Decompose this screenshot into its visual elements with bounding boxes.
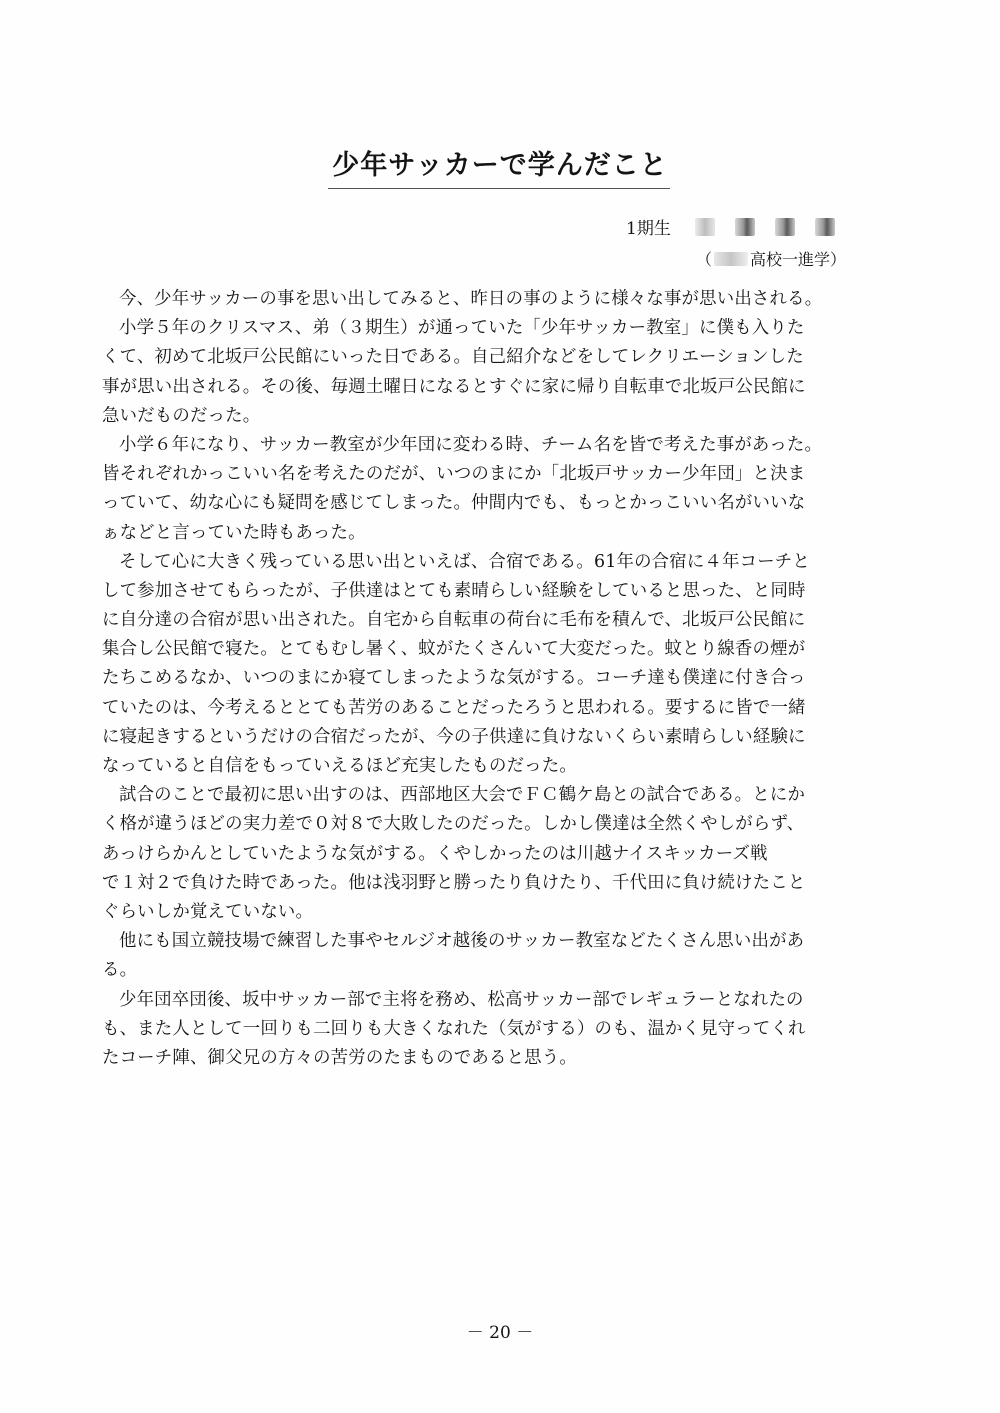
essay-line: 小学６年になり、サッカー教室が少年団に変わる時、チーム名を皆で考えた事があった。 — [119, 434, 823, 455]
redacted-author-name — [695, 218, 855, 236]
essay-line: くて、初めて北坂戸公民館にいった日である。自己紹介などをしてレクリエーションした — [102, 347, 804, 368]
redaction-block — [815, 218, 835, 236]
essay-title: 少年サッカーで学んだこと — [332, 150, 668, 181]
essay-line: 集合し公民館で寝た。とてもむし暑く、蚊がたくさんいて大変だった。蚊とり線香の煙が — [102, 639, 806, 660]
school-destination: 高校一進学 — [750, 250, 831, 269]
essay-line: ていたのは、今考えるととても苦労のあることだったろうと思われる。要するに皆で一緒 — [102, 697, 806, 718]
essay-line: そして心に大きく残っている思い出といえば、合宿である。61年の合宿に４年コーチと — [119, 551, 810, 572]
redaction-block — [775, 218, 795, 236]
essay-line: に寝起きするというだけの合宿だったが、今の子供達に負けないくらい素晴らしい経験に — [102, 726, 806, 747]
essay-line: 小学５年のクリスマス、弟（３期生）が通っていた「少年サッカー教室」に僕も入りた — [119, 318, 805, 339]
essay-line: 事が思い出される。その後、毎週土曜日になるとすぐに家に帰り自転車で北坂戸公民館に — [102, 376, 806, 397]
essay-line: ぁなどと言っていた時もあった。 — [102, 522, 366, 543]
essay-line: して参加させてもらったが、子供達はとても素晴らしい経験をしていると思った、と同時 — [102, 580, 806, 601]
essay-line: 今、少年サッカーの事を思い出してみると、昨日の事のように様々な事が思い出される。 — [119, 289, 823, 309]
essay-line: く格が違うほどの実力差で０対８で大敗したのだった。しかし僕達は全然くやしがらず、 — [102, 814, 805, 835]
essay-line: も、また人として一回りも二回りも大きくなれた（気がする）のも、温かく見守ってくれ — [102, 1018, 806, 1039]
essay-line: 皆それぞれかっこいい名を考えたのだが、いつのまにか「北坂戸サッカー少年団」と決ま — [102, 464, 806, 485]
essay-line: ぐらいしか覚えていない。 — [102, 901, 314, 922]
essay-line: に自分達の合宿が思い出された。自宅から自転車の荷台に毛布を積んで、北坂戸公民館に — [102, 610, 806, 631]
essay-line: たちこめるなか、いつのまにか寝てしまったような気がする。コーチ達も僕達に付き合っ — [102, 668, 806, 689]
essay-line: で１対２で負けた時であった。他は浅羽野と勝ったり負けたり、千代田に負け続けたこと — [102, 872, 806, 893]
school-close-paren: ） — [830, 250, 847, 269]
essay-line: 少年団卒団後、坂中サッカー部で主将を務め、松高サッカー部でレギュラーとなれたの — [119, 989, 804, 1010]
essay-line: っていて、幼な心にも疑問を感じてしまった。仲間内でも、もっとかっこいい名がいいな — [102, 493, 806, 514]
author-cohort: 1期生 — [626, 219, 671, 239]
author-school-line — [696, 247, 846, 270]
redaction-block — [695, 218, 715, 236]
page-number: － 20 － — [466, 1323, 534, 1343]
author-line — [626, 214, 855, 239]
essay-line: る。 — [102, 960, 138, 981]
essay-line: なっていると自信をもっていえるほど充実したものだった。 — [102, 756, 577, 776]
essay-line: あっけらかんとしていたような気がする。くやしかったのは川越ナイスキッカーズ戦 — [102, 843, 768, 864]
title-underline — [328, 188, 670, 189]
essay-body — [102, 285, 892, 1073]
redaction-block — [735, 218, 755, 236]
school-open-paren: （ — [696, 250, 713, 269]
essay-line: 急いだものだった。 — [102, 405, 261, 426]
essay-line: 他にも国立競技場で練習した事やセルジオ越後のサッカー教室などたくさん思い出があ — [119, 931, 805, 952]
essay-line: 試合のことで最初に思い出すのは、西部地区大会でＦＣ鶴ケ島との試合である。とにか — [119, 785, 806, 806]
redacted-school-name — [714, 252, 748, 266]
essay-line: たコーチ陣、御父兄の方々の苦労のたまものであると思う。 — [102, 1047, 577, 1068]
